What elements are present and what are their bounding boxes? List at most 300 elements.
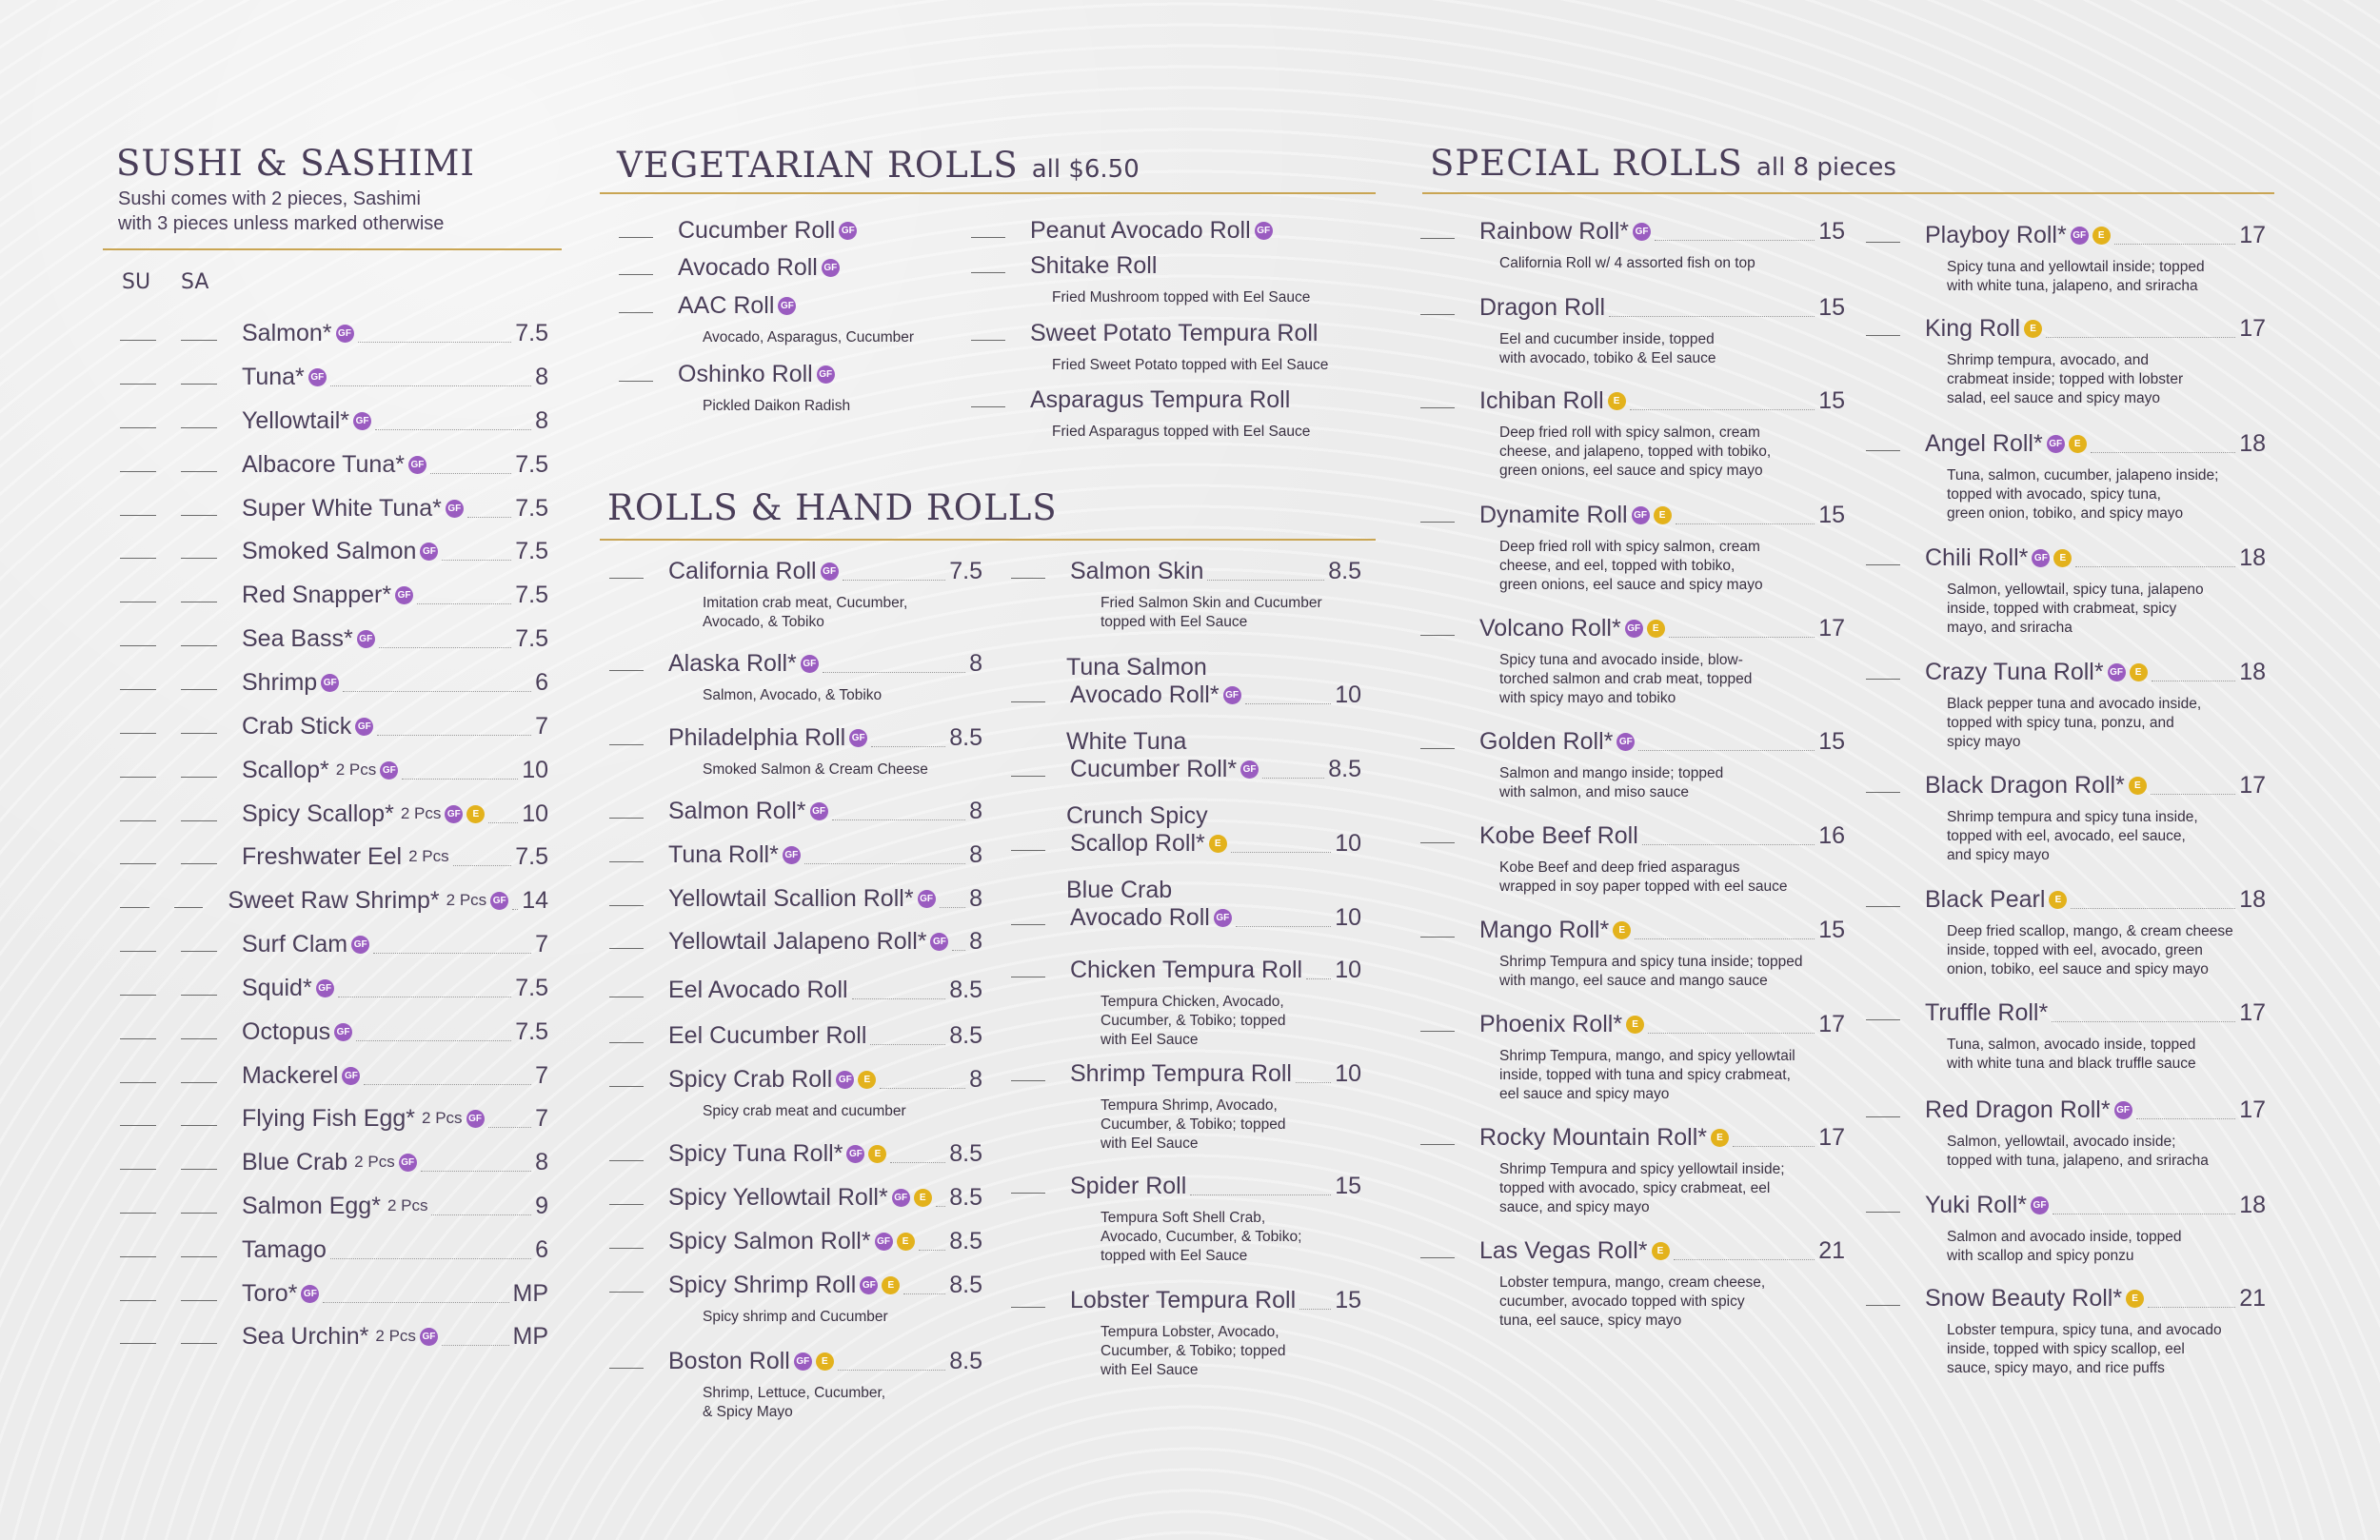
item-price: 8.5 [1328,557,1361,584]
item-name: Kobe Beef Roll [1479,821,1638,849]
spicy-icon: E [816,1352,834,1371]
item-price: 8 [969,649,982,677]
item-name: Tamago [242,1235,327,1263]
order-blank[interactable] [174,894,204,908]
sushi-item [120,711,548,741]
gluten-free-icon: GF [810,802,828,820]
item-description: Tempura Soft Shell Crab, Avocado, Cucumber, & Tobiko; topped with Eel Sauce [1101,1210,1302,1264]
gluten-free-icon: GF [446,500,464,518]
item-description: Tuna, salmon, cucumber, jalapeno inside; topped with avocado, spicy tuna, green onion, tobiko, and spicy mayo [1947,467,2219,522]
sushi-item [120,1147,548,1177]
item-name: Golden Roll* [1479,727,1614,755]
item-description: Shrimp Tempura and spicy tuna inside; topped with mango, eel sauce and mango sauce [1499,954,1803,989]
item-price: 7.5 [515,581,548,608]
order-blank[interactable] [120,458,156,472]
order-blank[interactable] [1866,228,1900,243]
order-blank[interactable] [1420,622,1455,636]
leader-dots [852,981,946,999]
leader-dots [2152,663,2236,681]
order-blank[interactable] [120,414,156,428]
leader-dots [373,936,531,954]
roll-item [609,1182,982,1213]
gluten-free-icon: GF [1632,506,1650,524]
item-price: 6 [535,668,548,696]
gluten-free-icon: GF [466,1110,485,1128]
item-name: Black Dragon Roll* [1925,771,2125,799]
leader-dots [1609,299,1815,317]
item-name: Yellowtail Scallion Roll* [668,884,914,912]
item-price: 7.5 [515,974,548,1001]
item-price: 18 [2239,543,2266,571]
order-blank[interactable] [609,1073,644,1087]
item-description: Shrimp, Lettuce, Cucumber, & Spicy Mayo [703,1385,886,1420]
order-blank[interactable] [120,676,156,690]
leader-dots [952,933,965,951]
order-blank[interactable] [619,299,653,313]
item-price: 8.5 [949,723,982,751]
roll-item [1011,1058,1361,1089]
order-blank[interactable] [609,983,644,997]
rolls-rule [600,539,1376,541]
order-blank[interactable] [120,807,156,821]
item-description: Deep fried roll with spicy salmon, cream cheese, and jalapeno, topped with tobiko, green onions, eel sauce and spicy mayo [1499,424,1772,479]
order-blank[interactable] [181,502,217,516]
item-name: Salmon Egg* [242,1192,381,1219]
order-blank[interactable] [609,804,644,819]
gluten-free-icon: GF [1625,620,1643,638]
leader-dots [1642,827,1815,845]
sushi-title: SUSHI & SASHIMI [116,143,476,184]
order-blank[interactable] [120,720,156,734]
order-blank[interactable] [1866,437,1900,451]
spicy-icon: E [2024,320,2042,338]
item-description: Salmon, yellowtail, avocado inside; topped with tuna, jalapeno, and sriracha [1947,1134,2209,1169]
leader-dots [870,1027,945,1045]
item-price: 10 [1335,829,1361,857]
order-blank[interactable] [609,731,644,745]
gluten-free-icon: GF [860,1276,878,1294]
item-price: 18 [2239,658,2266,685]
special-item [1866,1190,2266,1220]
order-blank[interactable] [181,1330,217,1344]
sushi-item [120,973,548,1003]
leader-dots [442,543,511,561]
order-blank[interactable] [1011,1293,1045,1308]
order-blank[interactable] [1420,301,1455,315]
leader-dots [356,1023,511,1041]
spicy-icon: E [1647,620,1665,638]
leader-dots [330,1241,531,1259]
leader-dots [2046,320,2235,338]
spicy-icon: E [897,1233,915,1251]
order-blank[interactable] [1011,837,1045,851]
leader-dots [2071,891,2235,909]
item-name: Sweet Potato Tempura Roll [1030,319,1319,346]
leader-dots [2053,1196,2235,1214]
order-blank[interactable] [181,1025,217,1039]
order-blank[interactable] [181,458,217,472]
item-price: 7 [535,930,548,958]
order-blank[interactable] [181,807,217,821]
leader-dots [330,368,531,386]
leader-dots [421,1154,531,1172]
order-blank[interactable] [619,224,653,238]
order-blank[interactable] [120,588,156,602]
special-title: SPECIAL ROLLS all 8 pieces [1430,143,1896,184]
gluten-free-icon: GF [351,936,369,954]
leader-dots [377,718,531,736]
item-name: Spicy Crab Roll [668,1065,833,1093]
order-blank[interactable] [1011,688,1045,702]
roll-item-name-line [1066,800,1208,831]
order-blank[interactable] [1866,551,1900,565]
roll-item [1011,1171,1361,1201]
order-blank[interactable] [120,326,156,341]
item-price: 8.5 [949,1227,982,1254]
roll-item [609,1226,982,1256]
order-blank[interactable] [1866,1198,1900,1213]
item-description: Fried Sweet Potato topped with Eel Sauce [1052,357,1329,373]
item-description: Shrimp Tempura and spicy yellowtail inside; topped with avocado, spicy crabmeat, eel sauce, and spicy mayo [1499,1161,1785,1215]
item-description: Pickled Daikon Radish [703,398,851,414]
spicy-icon: E [1654,506,1672,524]
item-name: Cucumber Roll [678,216,836,244]
order-blank[interactable] [1011,1179,1045,1194]
veg-title: VEGETARIAN ROLLS all $6.50 [617,145,1140,186]
item-name: Spider Roll [1070,1172,1187,1199]
item-name: Scallop Roll* [1070,829,1205,857]
order-blank[interactable] [120,544,156,559]
order-blank[interactable] [1866,779,1900,793]
item-price: 7 [535,1061,548,1089]
order-blank[interactable] [120,1287,156,1301]
order-blank[interactable] [1011,911,1045,925]
item-price: 8.5 [1328,755,1361,782]
order-blank[interactable] [609,564,644,579]
gluten-free-icon: GF [2071,227,2089,245]
order-blank[interactable] [1866,1103,1900,1117]
special-item [1420,1235,1845,1266]
item-price: 7.5 [515,494,548,522]
gluten-free-icon: GF [353,412,371,430]
order-blank[interactable] [120,850,156,864]
spicy-icon: E [2130,663,2148,681]
order-blank[interactable] [181,326,217,341]
order-blank[interactable] [1866,665,1900,680]
item-description: Smoked Salmon & Cream Cheese [703,761,928,778]
gluten-free-icon: GF [1255,222,1273,240]
sushi-item [120,1191,548,1221]
order-blank[interactable] [181,1199,217,1214]
order-blank[interactable] [181,370,217,385]
order-blank[interactable] [619,367,653,382]
order-blank[interactable] [181,414,217,428]
order-blank[interactable] [120,894,149,908]
gluten-free-icon: GF [1240,760,1259,779]
item-name: Salmon Roll* [668,797,806,824]
gluten-free-icon: GF [490,892,508,910]
item-name: Crab Stick [242,712,352,740]
item-name: Salmon Skin [1070,557,1204,584]
item-name: Chicken Tempura Roll [1070,956,1303,983]
item-name: Shrimp Tempura Roll [1070,1059,1292,1087]
item-price: 15 [1818,217,1845,245]
order-blank[interactable] [1420,1244,1455,1258]
order-blank[interactable] [181,544,217,559]
item-price: 17 [2239,314,2266,342]
item-name: California Roll [668,557,817,584]
leader-dots [467,500,511,518]
leader-dots [1190,1177,1331,1195]
order-blank[interactable] [1420,394,1455,408]
roll-item-name-line [1066,652,1207,682]
leader-dots [2075,549,2235,567]
leader-dots [488,1110,532,1128]
veg-item [619,359,835,389]
order-blank[interactable] [120,370,156,385]
order-blank[interactable] [609,892,644,906]
order-blank[interactable] [971,224,1005,238]
special-item [1866,313,2266,344]
sushi-item [120,1321,548,1352]
roll-item [1011,754,1361,784]
spicy-icon: E [882,1276,900,1294]
order-blank[interactable] [1420,923,1455,938]
order-blank[interactable] [609,657,644,671]
gluten-free-icon: GF [821,563,839,581]
order-blank[interactable] [1011,1067,1045,1081]
order-blank[interactable] [619,261,653,275]
order-blank[interactable] [120,1199,156,1214]
item-name: Volcano Roll* [1479,614,1621,642]
leader-dots [1655,223,1815,241]
order-blank[interactable] [1420,1131,1455,1145]
item-description: Avocado, Asparagus, Cucumber [703,329,915,346]
item-price: 8 [535,1148,548,1175]
roll-item [1011,556,1361,586]
gluten-free-icon: GF [778,297,796,315]
order-blank[interactable] [609,1354,644,1369]
item-name: Snow Beauty Roll* [1925,1284,2123,1312]
order-blank[interactable] [1866,893,1900,907]
spicy-icon: E [2049,891,2067,909]
order-blank[interactable] [609,1278,644,1293]
order-blank[interactable] [971,326,1005,341]
sushi-item [120,841,548,872]
item-price: 8 [535,406,548,434]
item-description: California Roll w/ 4 assorted fish on top [1499,255,1755,271]
order-blank[interactable] [181,1287,217,1301]
item-price: 10 [1335,681,1361,708]
special-item [1420,385,1845,416]
leader-dots [431,1197,531,1215]
order-blank[interactable] [120,981,156,996]
spicy-icon: E [858,1071,876,1089]
gluten-free-icon: GF [2031,1196,2049,1214]
sushi-item [120,667,548,698]
order-blank[interactable] [120,1025,156,1039]
gluten-free-icon: GF [2047,435,2065,453]
roll-item [1011,902,1361,933]
item-name: Flying Fish Egg* [242,1104,416,1132]
order-blank[interactable] [1011,564,1045,579]
order-blank[interactable] [181,1112,217,1126]
item-description: Eel and cucumber inside, topped with avocado, tobiko & Eel sauce [1499,331,1716,366]
gluten-free-icon: GF [334,1023,352,1041]
order-blank[interactable] [181,1069,217,1083]
gluten-free-icon: GF [1214,909,1232,927]
item-price: 7 [535,1104,548,1132]
order-blank[interactable] [120,1155,156,1170]
special-item [1866,657,2266,687]
order-blank[interactable] [181,763,217,778]
order-blank[interactable] [181,1243,217,1257]
spicy-icon: E [1209,835,1227,853]
special-item [1420,1009,1845,1039]
leader-dots [919,1233,946,1251]
special-item [1420,726,1845,757]
order-blank[interactable] [181,981,217,996]
item-name: Oshinko Roll [678,360,813,387]
order-blank[interactable] [1420,735,1455,749]
order-blank[interactable] [120,632,156,646]
order-blank[interactable] [609,1029,644,1043]
item-price: 17 [2239,1096,2266,1123]
order-blank[interactable] [609,848,644,862]
gluten-free-icon: GF [316,979,334,997]
order-blank[interactable] [120,763,156,778]
gluten-free-icon: GF [892,1189,910,1207]
leader-dots [1207,563,1324,581]
leader-dots [1245,686,1332,704]
order-blank[interactable] [181,588,217,602]
veg-item [971,318,1318,348]
order-blank[interactable] [181,850,217,864]
gluten-free-icon: GF [875,1233,893,1251]
leader-dots [364,1067,531,1085]
gluten-free-icon: GF [357,630,375,648]
order-blank[interactable] [120,1330,156,1344]
roll-item [609,796,982,826]
special-item [1420,820,1845,851]
item-description: Spicy crab meat and cucumber [703,1103,906,1119]
item-price: 15 [1818,916,1845,943]
item-price: 7.5 [515,450,548,478]
item-description: Salmon, yellowtail, spicy tuna, jalapeno inside, topped with crabmeat, spicy mayo, and sriracha [1947,582,2204,636]
leader-dots [871,729,945,747]
item-description: Deep fried scallop, mango, & cream cheese inside, topped with eel, avocado, green onion, tobiko, eel sauce and spicy mayo [1947,923,2233,977]
order-blank[interactable] [1866,322,1900,336]
item-name: Eel Cucumber Roll [668,1021,867,1049]
order-blank[interactable] [1420,225,1455,239]
item-name: Angel Roll* [1925,429,2043,457]
item-price: 16 [1818,821,1845,849]
order-blank[interactable] [609,1191,644,1205]
order-blank[interactable] [120,1243,156,1257]
order-blank[interactable] [181,720,217,734]
gluten-free-icon: GF [420,543,438,561]
order-blank[interactable] [181,1155,217,1170]
order-blank[interactable] [1011,762,1045,777]
item-price: MP [512,1322,548,1350]
sushi-item [120,799,548,829]
order-blank[interactable] [1420,1017,1455,1032]
leader-dots [843,563,946,581]
item-price: 15 [1335,1172,1361,1199]
special-item [1420,500,1845,530]
item-name: Yellowtail* [242,406,350,434]
order-blank[interactable] [1011,963,1045,977]
item-price: 8 [969,927,982,955]
order-blank[interactable] [609,1234,644,1249]
item-name: Tuna Roll* [668,840,779,868]
order-blank[interactable] [181,676,217,690]
veg-rule [600,192,1376,194]
item-name: Peanut Avocado Roll [1030,216,1251,244]
item-price: 7.5 [949,557,982,584]
item-name: Red Dragon Roll* [1925,1096,2111,1123]
sushi-item [120,493,548,523]
gluten-free-icon: GF [308,368,327,386]
item-description: Fried Salmon Skin and Cucumber topped with Eel Sauce [1101,595,1322,630]
order-blank[interactable] [1420,508,1455,523]
item-price: 14 [522,886,548,914]
veg-item [619,290,796,321]
spicy-icon: E [1711,1129,1729,1147]
spicy-icon: E [914,1189,932,1207]
order-blank[interactable] [120,1112,156,1126]
gluten-free-icon: GF [355,718,373,736]
col-su: SU [122,270,151,294]
order-blank[interactable] [120,1069,156,1083]
order-blank[interactable] [1420,829,1455,843]
order-blank[interactable] [181,938,217,952]
order-blank[interactable] [181,632,217,646]
sushi-item [120,449,548,480]
order-blank[interactable] [609,935,644,949]
leader-dots [1674,1242,1815,1260]
special-item [1420,915,1845,945]
item-name: Crazy Tuna Roll* [1925,658,2104,685]
item-name: Albacore Tuna* [242,450,405,478]
item-name: Toro* [242,1279,298,1307]
sushi-item [120,580,548,610]
order-blank[interactable] [120,502,156,516]
order-blank[interactable] [120,938,156,952]
roll-item [1011,1285,1361,1315]
leader-dots [1635,921,1815,939]
item-name: Mango Roll* [1479,916,1610,943]
item-description: Lobster tempura, mango, cream cheese, cucumber, avocado topped with spicy tuna, eel sauce, spicy mayo [1499,1274,1766,1329]
leader-dots [1669,620,1815,638]
spicy-icon: E [1613,921,1631,939]
order-blank[interactable] [1866,1006,1900,1020]
order-blank[interactable] [1866,1292,1900,1306]
veg-item [971,215,1273,246]
item-name: Sea Bass* [242,624,353,652]
item-name: Yuki Roll* [1925,1191,2027,1218]
sushi-item [120,1103,548,1134]
item-price: 15 [1818,386,1845,414]
order-blank[interactable] [971,259,1005,273]
leader-dots [417,586,511,604]
leader-dots [1733,1129,1815,1147]
item-price: 8.5 [949,1183,982,1211]
item-price: 9 [535,1192,548,1219]
order-blank[interactable] [971,393,1005,407]
veg-item [971,385,1290,415]
order-blank[interactable] [609,1147,644,1161]
